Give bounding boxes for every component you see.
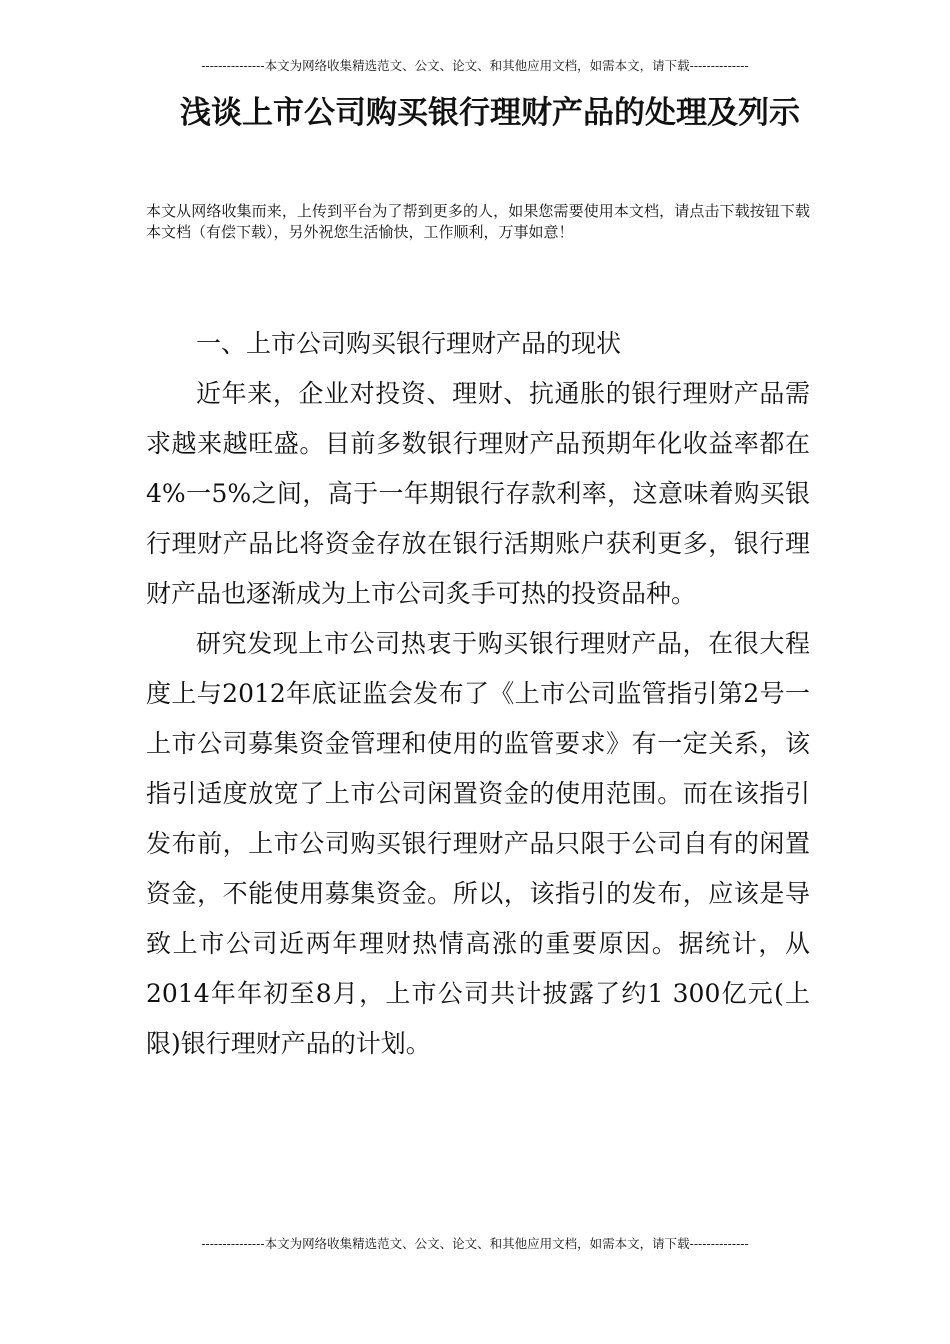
section-heading: 一、上市公司购买银行理财产品的现状 <box>196 329 622 358</box>
header-banner: ---------------本文为网络收集精选范文、公文、论文、和其他应用文档，如需本文，请下载-------------- <box>201 58 749 73</box>
document-title: 浅谈上市公司购买银行理财产品的处理及列示 <box>180 95 800 131</box>
document-body <box>146 319 810 1069</box>
footer-banner: ---------------本文为网络收集精选范文、公文、论文、和其他应用文档，如需本文，请下载-------------- <box>201 1236 749 1251</box>
disclaimer-text: 本文从网络收集而来，上传到平台为了帮到更多的人，如果您需要使用本文档，请点击下载按钮下载本文档（有偿下载），另外祝您生活愉快，工作顺利，万事如意！ <box>146 202 810 241</box>
body-paragraph: 近年来，企业对投资、理财、抗通胀的银行理财产品需求越来越旺盛。目前多数银行理财产品预期年化收益率都在4%一5%之间，高于一年期银行存款利率，这意味着购买银行理财产品比将资金存放在银行活期账户获利更多，银行理财产品也逐渐成为上市公司炙手可热的投资品种。 <box>146 379 810 608</box>
body-paragraph: 研究发现上市公司热衷于购买银行理财产品，在很大程度上与2012年底证监会发布了《上市公司监管指引第2号一上市公司募集资金管理和使用的监管要求》有一定关系，该指引适度放宽了上市公司闲置资金的使用范围。而在该指引发布前，上市公司购买银行理财产品只限于公司自有的闲置资金，不能使用募集资金。所以，该指引的发布，应该是导致上市公司近两年理财热情高涨的重要原因。据统计，从 2014年年初至8月，上市公司共计披露了约1 300亿元(上限)银行理财产品的计划。 <box>146 629 810 1058</box>
